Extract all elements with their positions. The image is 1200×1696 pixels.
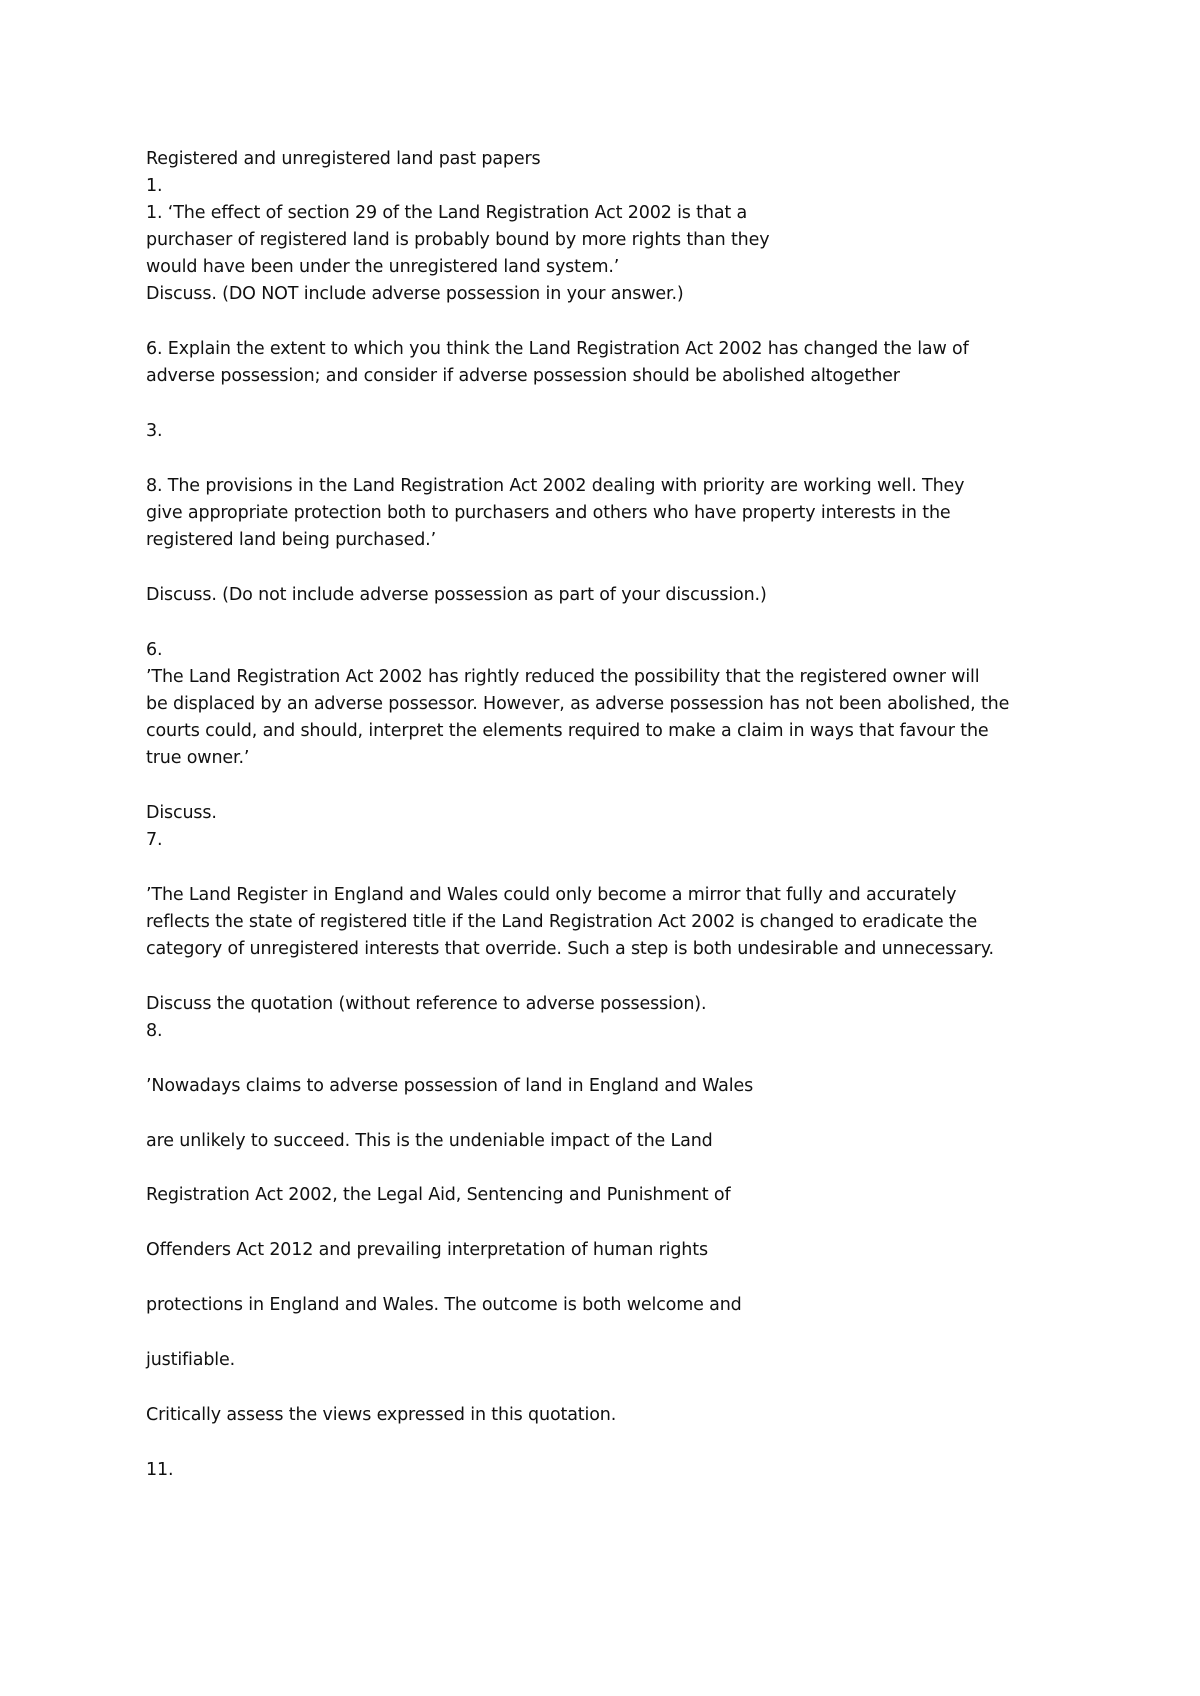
- question-6-text-line: adverse possession; and consider if adverse possession should be abolished altogether: [146, 366, 900, 386]
- document-title: Registered and unregistered land past papers: [146, 149, 541, 169]
- question-8b-text-line: justifiable.: [146, 1350, 236, 1370]
- question-8-text-line: registered land being purchased.’: [146, 530, 437, 550]
- question-1-text-line: 1. ‘The effect of section 29 of the Land Registration Act 2002 is that a: [146, 203, 748, 223]
- question-1-text-line: would have been under the unregistered land system.’: [146, 257, 620, 277]
- question-8b-text-line: are unlikely to succeed. This is the undeniable impact of the Land: [146, 1131, 713, 1151]
- question-7-instruction: Discuss the quotation (without reference to adverse possession).: [146, 994, 707, 1014]
- question-number-7: 7.: [146, 830, 163, 850]
- question-8-instruction: Discuss. (Do not include adverse possession as part of your discussion.): [146, 585, 767, 605]
- question-8b-text-line: Offenders Act 2012 and prevailing interpretation of human rights: [146, 1240, 708, 1260]
- question-number-1: 1.: [146, 176, 163, 196]
- question-number-3: 3.: [146, 421, 163, 441]
- question-8b-text-line: protections in England and Wales. The outcome is both welcome and: [146, 1295, 742, 1315]
- question-7-text-line: reflects the state of registered title if the Land Registration Act 2002 is changed to eradicate the: [146, 912, 978, 932]
- question-6-text-line: 6. Explain the extent to which you think the Land Registration Act 2002 has changed the law of: [146, 339, 969, 359]
- question-number-11: 11.: [146, 1460, 174, 1480]
- question-6b-text-line: be displaced by an adverse possessor. However, as adverse possession has not been abolished, the: [146, 694, 1010, 714]
- question-7-text-line: category of unregistered interests that override. Such a step is both undesirable and unnecessary.: [146, 939, 994, 959]
- question-number-6: 6.: [146, 640, 163, 660]
- question-number-8: 8.: [146, 1021, 163, 1041]
- question-8b-instruction: Critically assess the views expressed in this quotation.: [146, 1405, 617, 1425]
- question-6b-text-line: ’The Land Registration Act 2002 has rightly reduced the possibility that the registered owner will: [146, 667, 980, 687]
- question-6b-text-line: courts could, and should, interpret the elements required to make a claim in ways that favour the: [146, 721, 989, 741]
- question-6b-instruction: Discuss.: [146, 803, 217, 823]
- question-8b-text-line: ’Nowadays claims to adverse possession of land in England and Wales: [146, 1076, 754, 1096]
- question-8-text-line: 8. The provisions in the Land Registration Act 2002 dealing with priority are working well. They: [146, 476, 965, 496]
- question-1-instruction: Discuss. (DO NOT include adverse possession in your answer.): [146, 284, 684, 304]
- question-7-text-line: ’The Land Register in England and Wales could only become a mirror that fully and accurately: [146, 885, 957, 905]
- question-8b-text-line: Registration Act 2002, the Legal Aid, Sentencing and Punishment of: [146, 1185, 731, 1205]
- question-6b-text-line: true owner.’: [146, 748, 250, 768]
- question-1-text-line: purchaser of registered land is probably bound by more rights than they: [146, 230, 770, 250]
- question-8-text-line: give appropriate protection both to purchasers and others who have property interests in the: [146, 503, 951, 523]
